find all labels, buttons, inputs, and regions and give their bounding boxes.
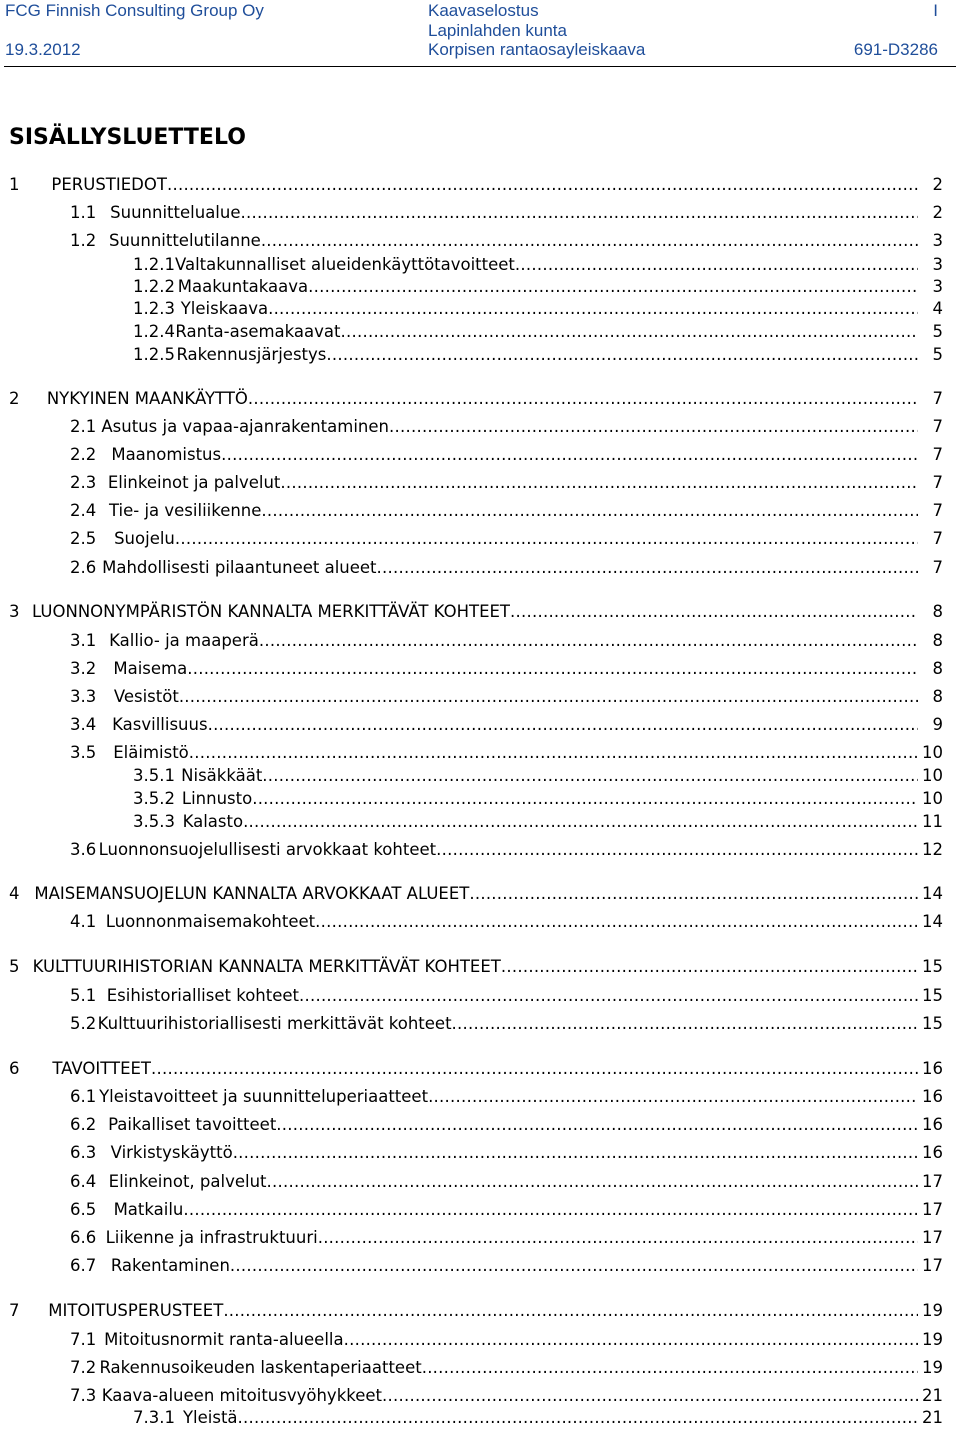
toc-entry-page: 10 <box>922 743 943 762</box>
toc-entry-number: 7.1 <box>70 1330 97 1349</box>
toc-entry[interactable] <box>133 254 943 276</box>
toc-entry[interactable] <box>9 956 943 978</box>
toc-entry[interactable] <box>70 1086 943 1108</box>
toc-entry-number: 5.1 <box>70 986 97 1005</box>
toc-entry-label: Luonnonmaisemakohteet <box>105 912 316 931</box>
toc-entry-label: Ranta-asemakaavat <box>175 322 341 341</box>
toc-entry-label: Asutus ja vapaa-ajanrakentaminen <box>101 417 389 436</box>
toc-entry[interactable] <box>70 1227 943 1249</box>
toc-entry-number: 5 <box>9 957 20 976</box>
toc-entry[interactable] <box>9 601 943 623</box>
header-municipality: Lapinlahden kunta <box>428 21 567 40</box>
toc-entry-number: 2 <box>9 389 20 408</box>
toc-entry-page: 7 <box>932 473 943 492</box>
toc-entry-page: 16 <box>922 1143 943 1162</box>
toc-entry-label: Maakuntakaava <box>177 277 309 296</box>
toc-entry-number: 7.2 <box>70 1358 97 1377</box>
toc-entry[interactable] <box>9 388 943 410</box>
toc-entry-number: 3.1 <box>70 631 97 650</box>
toc-entry-label: Rakennusoikeuden laskentaperiaatteet <box>99 1358 422 1377</box>
toc-entry-number: 7.3 <box>70 1386 97 1405</box>
toc-title: SISÄLLYSLUETTELO <box>9 125 246 150</box>
toc-entry-page: 3 <box>932 277 943 296</box>
toc-entry-number: 2.3 <box>70 473 97 492</box>
toc-entry-number: 5.2 <box>70 1014 97 1033</box>
toc-entry-label: Luonnonsuojelullisesti arvokkaat kohteet <box>98 840 437 859</box>
toc-entry-number: 1 <box>9 175 20 194</box>
toc-entry[interactable] <box>70 528 943 550</box>
toc-entry-label: Linnusto <box>181 789 253 808</box>
toc-entry[interactable] <box>70 742 943 764</box>
toc-entry-page: 7 <box>932 558 943 577</box>
toc-entry[interactable] <box>70 557 943 579</box>
toc-entry-page: 7 <box>932 529 943 548</box>
toc-entry-label: Yleistä <box>182 1408 238 1427</box>
toc-entry-label: MAISEMANSUOJELUN KANNALTA ARVOKKAAT ALUEET <box>34 884 470 903</box>
toc-entry-label: Vesistöt <box>113 687 179 706</box>
toc-entry-label: Maanomistus <box>111 445 222 464</box>
header-plan-name: Korpisen rantaosayleiskaava <box>428 40 646 59</box>
toc-entry-page: 5 <box>932 322 943 341</box>
toc-entry[interactable] <box>70 1385 943 1407</box>
toc-entry[interactable] <box>70 1255 943 1277</box>
toc-entry[interactable] <box>133 811 943 833</box>
toc-entry-page: 2 <box>932 175 943 194</box>
toc-entry-number: 1.2.1 <box>133 255 175 274</box>
toc-entry-page: 15 <box>922 986 943 1005</box>
toc-entry-page: 8 <box>932 602 943 621</box>
toc-entry-page: 8 <box>932 659 943 678</box>
toc-entry-number: 2.5 <box>70 529 97 548</box>
toc-entry-label: Suojelu <box>114 529 175 548</box>
toc-entry-page: 17 <box>922 1200 943 1219</box>
toc-entry-number: 6.2 <box>70 1115 97 1134</box>
toc-entry[interactable] <box>70 1171 943 1193</box>
toc-entry-label: Paikalliset tavoitteet <box>108 1115 277 1134</box>
toc-entry[interactable] <box>70 202 943 224</box>
header-company: FCG Finnish Consulting Group Oy <box>5 1 264 20</box>
toc-entry-label: Kaava-alueen mitoitusvyöhykkeet <box>101 1386 382 1405</box>
toc-entry-label: Rakennusjärjestys <box>176 345 327 364</box>
toc-entry-label: Yleiskaava <box>180 299 269 318</box>
toc-entry-label: Liikenne ja infrastruktuuri <box>105 1228 318 1247</box>
toc-entry-page: 19 <box>922 1358 943 1377</box>
toc-entry-page: 14 <box>922 884 943 903</box>
toc-entry[interactable] <box>133 765 943 787</box>
toc-entry[interactable] <box>70 500 943 522</box>
toc-entry-label: Esihistorialliset kohteet <box>106 986 299 1005</box>
toc-entry[interactable] <box>70 985 943 1007</box>
toc-entry-number: 1.2.4 <box>133 322 175 341</box>
toc-entry[interactable] <box>9 883 943 905</box>
toc-entry-label: Yleistavoitteet ja suunnitteluperiaatteet <box>99 1087 429 1106</box>
toc-entry-page: 17 <box>922 1172 943 1191</box>
toc-entry-label: Tie- ja vesiliikenne <box>108 501 262 520</box>
toc-entry-number: 3.5.3 <box>133 812 175 831</box>
toc-entry-label: Virkistyskäyttö <box>110 1143 233 1162</box>
toc-entry-page: 17 <box>922 1228 943 1247</box>
toc-entry-number: 3.3 <box>70 687 97 706</box>
toc-entry-label: MITOITUSPERUSTEET <box>48 1301 224 1320</box>
toc-entry[interactable] <box>70 1357 943 1379</box>
toc-entry-page: 12 <box>922 840 943 859</box>
toc-entry-number: 2.2 <box>70 445 97 464</box>
toc-entry-label: Elinkeinot ja palvelut <box>107 473 281 492</box>
header-page-marker: I <box>933 1 938 20</box>
toc-entry-page: 3 <box>932 231 943 250</box>
toc-entry-page: 21 <box>922 1408 943 1427</box>
toc-entry[interactable] <box>70 1013 943 1035</box>
header-divider <box>4 66 956 67</box>
toc-entry-label: KULTTUURIHISTORIAN KANNALTA MERKITTÄVÄT KOHTEET <box>32 957 501 976</box>
toc-entry-label: Matkailu <box>113 1200 184 1219</box>
toc-entry-label: Mahdollisesti pilaantuneet alueet <box>102 558 377 577</box>
toc-entry-number: 2.1 <box>70 417 97 436</box>
toc-entry-number: 3.2 <box>70 659 97 678</box>
toc-entry-page: 4 <box>932 299 943 318</box>
toc-entry-page: 15 <box>922 957 943 976</box>
toc-entry-page: 7 <box>932 445 943 464</box>
toc-entry-label: Maisema <box>113 659 188 678</box>
header-doc-type: Kaavaselostus <box>428 1 539 20</box>
toc-entry-page: 9 <box>932 715 943 734</box>
toc-entry-label: LUONNONYMPÄRISTÖN KANNALTA MERKITTÄVÄT KOHTEET <box>32 602 511 621</box>
toc-entry-label: Kallio- ja maaperä <box>109 631 259 650</box>
toc-entry-page: 10 <box>922 766 943 785</box>
toc-entry-page: 7 <box>932 501 943 520</box>
toc-entry-number: 6.1 <box>70 1087 97 1106</box>
toc-entry-number: 1.2 <box>70 231 97 250</box>
toc-entry-page: 8 <box>932 687 943 706</box>
toc-entry-label: Suunnittelutilanne <box>108 231 261 250</box>
toc-entry-number: 1.2.2 <box>133 277 175 296</box>
toc-entry[interactable] <box>70 686 943 708</box>
header-project-code: 691-D3286 <box>853 40 938 59</box>
toc-entry-label: Kasvillisuus <box>112 715 208 734</box>
toc-entry[interactable] <box>70 714 943 736</box>
toc-entry-page: 3 <box>932 255 943 274</box>
toc-entry-number: 6.5 <box>70 1200 97 1219</box>
toc-entry[interactable] <box>70 472 943 494</box>
toc-entry-label: Kalasto <box>182 812 244 831</box>
toc-entry[interactable] <box>70 658 943 680</box>
toc-entry[interactable] <box>9 174 943 196</box>
toc-entry-label: Kulttuurihistoriallisesti merkittävät kohteet <box>97 1014 452 1033</box>
toc-entry-label: Valtakunnalliset alueidenkäyttötavoitteet <box>174 255 515 274</box>
toc-entry-label: Eläimistö <box>113 743 189 762</box>
toc-entry-page: 11 <box>922 812 943 831</box>
toc-entry-page: 5 <box>932 345 943 364</box>
toc-entry-page: 16 <box>922 1115 943 1134</box>
toc-entry-number: 3 <box>9 602 20 621</box>
toc-entry-number: 3.6 <box>70 840 97 859</box>
toc-entry[interactable] <box>133 788 943 810</box>
toc-entry[interactable] <box>70 1114 943 1136</box>
toc-entry-number: 6.4 <box>70 1172 97 1191</box>
toc-entry-number: 3.5.1 <box>133 766 175 785</box>
toc-entry-label: Suunnittelualue <box>110 203 241 222</box>
toc-entry-page: 10 <box>922 789 943 808</box>
toc-entry-page: 16 <box>922 1059 943 1078</box>
toc-entry[interactable] <box>9 1300 943 1322</box>
toc-entry-page: 2 <box>932 203 943 222</box>
toc-entry-page: 7 <box>932 417 943 436</box>
toc-entry-label: PERUSTIEDOT <box>51 175 167 194</box>
toc-entry-number: 4 <box>9 884 20 903</box>
toc-entry-page: 16 <box>922 1087 943 1106</box>
toc-entry[interactable] <box>70 1142 943 1164</box>
toc-entry-page: 19 <box>922 1330 943 1349</box>
toc-entry[interactable] <box>133 344 943 366</box>
toc-entry-label: Elinkeinot, palvelut <box>108 1172 267 1191</box>
toc-entry-number: 2.4 <box>70 501 97 520</box>
toc-entry-number: 7 <box>9 1301 20 1320</box>
toc-entry[interactable] <box>70 1199 943 1221</box>
toc-entry-label: Nisäkkäät <box>181 766 263 785</box>
toc-entry-label: NYKYINEN MAANKÄYTTÖ <box>46 389 248 408</box>
header-date: 19.3.2012 <box>5 40 81 59</box>
toc-entry-number: 3.5 <box>70 743 97 762</box>
toc-entry-page: 14 <box>922 912 943 931</box>
toc-entry[interactable] <box>9 1058 943 1080</box>
toc-entry-number: 3.4 <box>70 715 97 734</box>
toc-entry-page: 15 <box>922 1014 943 1033</box>
toc-entry-number: 1.2.3 <box>133 299 175 318</box>
toc-entry-page: 17 <box>922 1256 943 1275</box>
toc-entry[interactable] <box>133 321 943 343</box>
toc-entry-number: 7.3.1 <box>133 1408 175 1427</box>
toc-entry-page: 19 <box>922 1301 943 1320</box>
toc-entry-label: Rakentaminen <box>110 1256 230 1275</box>
toc-entry-number: 1.1 <box>70 203 97 222</box>
toc-entry-number: 4.1 <box>70 912 97 931</box>
toc-entry-number: 3.5.2 <box>133 789 175 808</box>
toc-entry[interactable] <box>70 444 943 466</box>
toc-entry[interactable] <box>70 911 943 933</box>
toc-entry[interactable] <box>70 1329 943 1351</box>
toc-entry-number: 1.2.5 <box>133 345 175 364</box>
toc-entry-label: Mitoitusnormit ranta-alueella <box>104 1330 344 1349</box>
toc-entry-number: 6.6 <box>70 1228 97 1247</box>
toc-entry-number: 6.3 <box>70 1143 97 1162</box>
toc-entry[interactable] <box>70 230 943 252</box>
toc-entry[interactable] <box>70 630 943 652</box>
toc-entry-page: 7 <box>932 389 943 408</box>
toc-entry-number: 6.7 <box>70 1256 97 1275</box>
toc-entry[interactable] <box>70 416 943 438</box>
toc-entry-number: 6 <box>9 1059 20 1078</box>
toc-entry[interactable] <box>133 298 943 320</box>
toc-entry[interactable] <box>70 839 943 861</box>
toc-entry-number: 2.6 <box>70 558 97 577</box>
toc-entry[interactable] <box>133 276 943 298</box>
toc-entry-page: 8 <box>932 631 943 650</box>
toc-entry-page: 21 <box>922 1386 943 1405</box>
toc-entry[interactable] <box>133 1407 943 1429</box>
toc-entry-label: TAVOITTEET <box>52 1059 152 1078</box>
